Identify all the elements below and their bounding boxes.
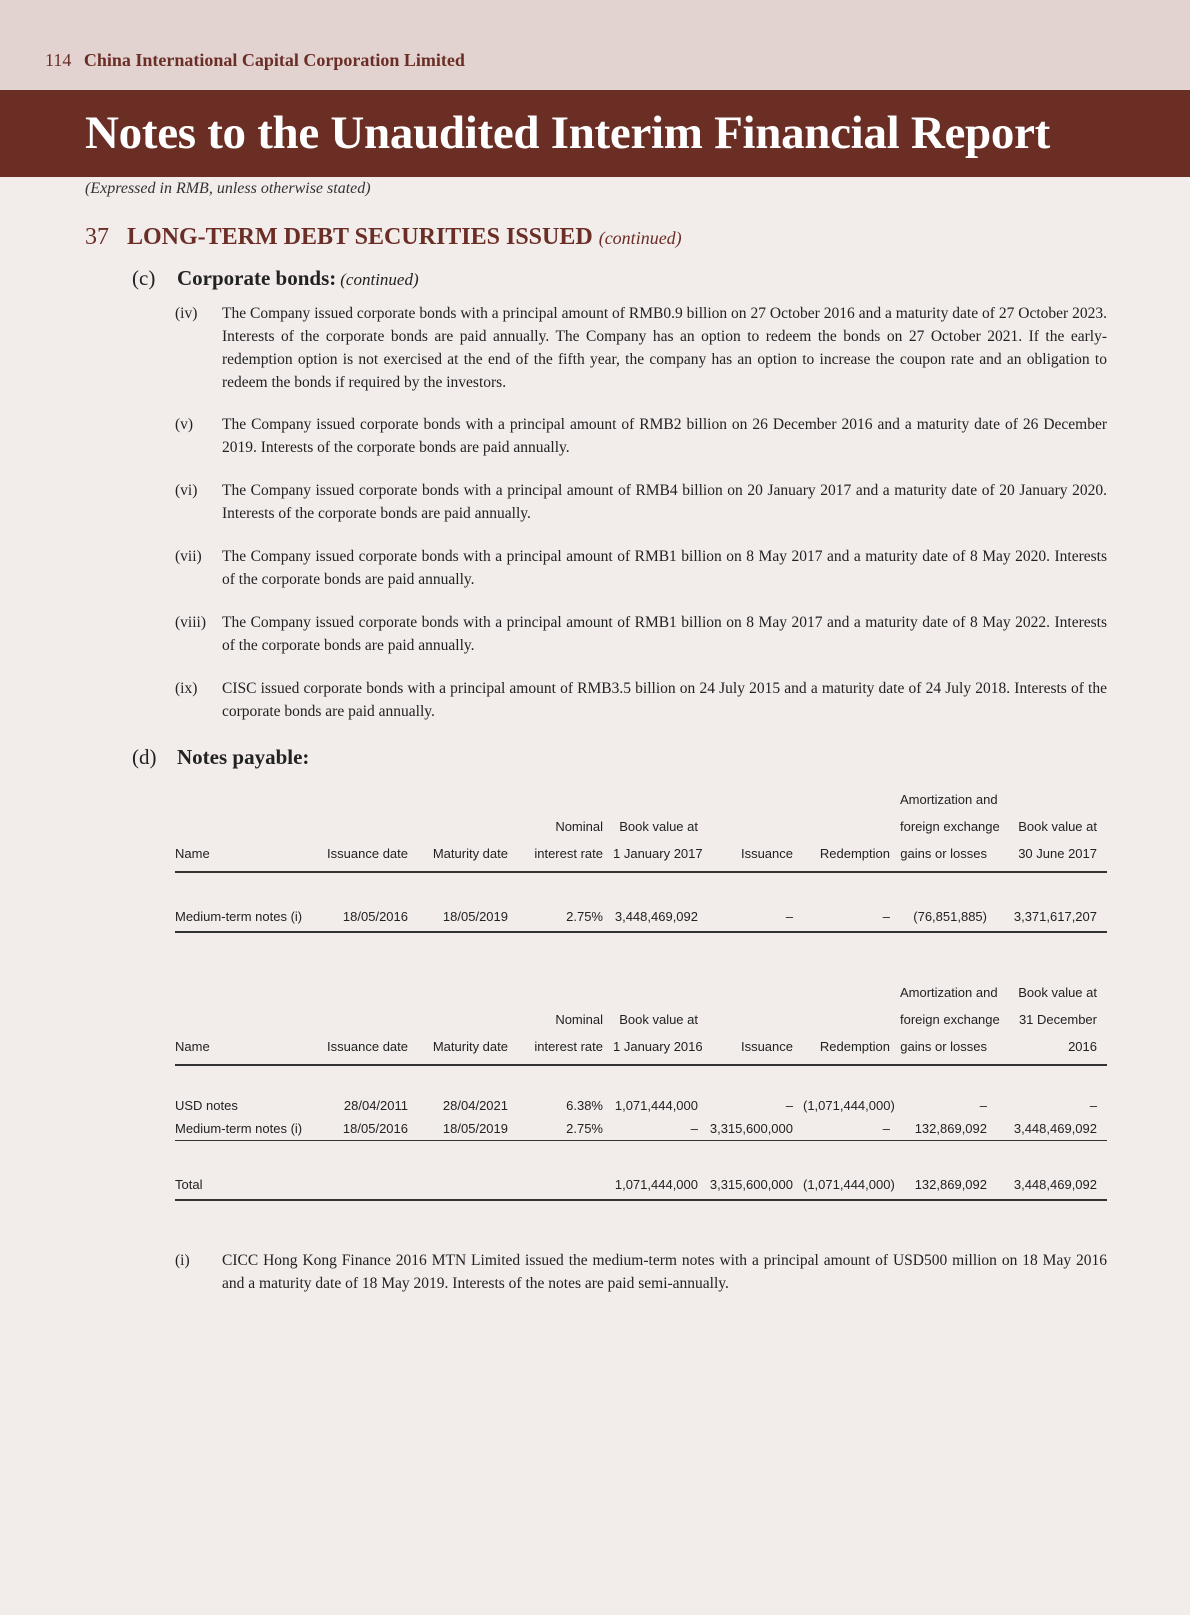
cell-redemption: (1,071,444,000): [803, 1098, 895, 1113]
cell-name: USD notes: [175, 1098, 238, 1113]
col-amortization: [900, 786, 1000, 872]
page-subtitle: (Expressed in RMB, unless otherwise stated): [85, 180, 371, 197]
bond-item: [175, 302, 1107, 394]
col-book-value-open-line1: Book value at: [619, 1012, 698, 1027]
table-header-row: [175, 786, 1107, 872]
title-band: [0, 90, 1190, 177]
bond-item: [175, 545, 1107, 591]
total-row: [175, 1169, 1107, 1200]
bond-item: [175, 611, 1107, 657]
notes-payable-table-2017: [175, 786, 1107, 933]
cell-amortization: –: [979, 1098, 987, 1113]
col-amortization-line1: Amortization and: [900, 792, 998, 807]
cell-redemption: –: [803, 901, 900, 932]
cell-rate: 2.75%: [518, 901, 613, 932]
col-maturity-date: Maturity date: [432, 1039, 508, 1054]
footnote-number: (i): [175, 1252, 190, 1269]
page-title: Notes to the Unaudited Interim Financial Report: [85, 107, 1051, 159]
bond-item-text: CISC issued corporate bonds with a principal amount of RMB3.5 billion on 24 July 2015 and a maturity date of 24 July 2018. Interests of the corporate bonds are paid annually.: [222, 680, 1107, 720]
col-book-value-close: [997, 979, 1107, 1065]
cell-issuance: –: [708, 901, 803, 932]
footnote-text: CICC Hong Kong Finance 2016 MTN Limited issued the medium-term notes with a principal amount of USD500 million on 18 May 2016 and a maturity date of 18 May 2019. Interests of the notes are paid semi-annually.: [222, 1252, 1107, 1292]
cell-issuance-date: 18/05/2016: [325, 901, 418, 932]
footnote: [175, 1249, 1107, 1295]
bond-item-text: The Company issued corporate bonds with a principal amount of RMB0.9 billion on 27 October 2016 and a maturity date of 27 October 2023. Interests of the corporate bonds are paid annually. The Company has an option to redeem the bonds on 27 October 2021. If the early-redemption option is not exercised at the end of the fifth year, the company has an option to increase the coupon rate and an obligation to redeem the bonds if required by the investors.: [222, 305, 1107, 391]
col-amortization-line3: gains or losses: [900, 846, 987, 861]
col-book-value-close-line2: 31 December: [1018, 1012, 1097, 1027]
table-row: [175, 1117, 1107, 1141]
col-interest-rate: [518, 786, 613, 872]
cell-issuance-date: 28/04/2011: [343, 1098, 408, 1113]
col-interest-rate: [518, 979, 613, 1065]
cell-issuance: 3,315,600,000: [708, 1117, 803, 1141]
bond-item-text: The Company issued corporate bonds with a principal amount of RMB1 billion on 8 May 2017 and a maturity date of 8 May 2022. Interests of the corporate bonds are paid annually.: [222, 614, 1107, 654]
cell-maturity-date: 18/05/2019: [418, 901, 518, 932]
bond-item-number: (vi): [175, 482, 198, 499]
col-amortization-line3: gains or losses: [900, 1039, 987, 1054]
cell-issuance: –: [785, 1098, 793, 1113]
cell-amortization: 132,869,092: [900, 1117, 997, 1141]
cell-book-value-close: –: [1089, 1098, 1097, 1113]
subsection-d-title: Notes payable:: [177, 745, 310, 769]
bond-item-text: The Company issued corporate bonds with a principal amount of RMB2 billion on 26 December 2016 and a maturity date of 26 December 2019. Interests of the corporate bonds are paid annually.: [222, 416, 1107, 456]
cell-total-redemption: (1,071,444,000): [803, 1169, 900, 1200]
col-book-value-open: [613, 979, 708, 1065]
col-amortization-line1: Amortization and: [900, 985, 998, 1000]
col-amortization: [900, 979, 1000, 1065]
subsection-c-label: (c): [132, 266, 156, 290]
col-book-value-open-line2: 1 January 2017: [613, 846, 703, 861]
col-name: Name: [175, 1039, 210, 1054]
bond-item-number: (ix): [175, 680, 198, 697]
col-interest-rate-line2: interest rate: [534, 1039, 603, 1054]
col-name: Name: [175, 846, 210, 861]
bond-item-number: (viii): [175, 614, 206, 631]
cell-maturity-date: 28/04/2021: [442, 1098, 508, 1113]
col-book-value-close-line2: 30 June 2017: [1018, 846, 1097, 861]
col-amortization-line2: foreign exchange: [900, 1012, 1000, 1027]
bond-item-number: (iv): [175, 305, 198, 322]
notes-payable-table-2016: [175, 979, 1107, 1201]
table-row: [175, 901, 1107, 932]
col-amortization-line2: foreign exchange: [900, 819, 1000, 834]
col-redemption: Redemption: [819, 846, 890, 861]
bond-item-text: The Company issued corporate bonds with a principal amount of RMB1 billion on 8 May 2017 and a maturity date of 8 May 2020. Interests of the corporate bonds are paid annually.: [222, 548, 1107, 588]
col-book-value-open-line1: Book value at: [619, 819, 698, 834]
col-book-value-close-line1: Book value at: [1018, 985, 1097, 1000]
cell-redemption: –: [803, 1117, 900, 1141]
bond-item: [175, 677, 1107, 723]
section-heading: [85, 224, 682, 251]
subsection-c-title: Corporate bonds:: [177, 266, 337, 290]
col-issuance: Issuance: [740, 846, 793, 861]
section-title: LONG-TERM DEBT SECURITIES ISSUED: [127, 224, 593, 250]
col-issuance: Issuance: [740, 1039, 793, 1054]
col-book-value-close: [997, 786, 1107, 872]
cell-total-issuance: 3,315,600,000: [708, 1169, 803, 1200]
cell-rate: 6.38%: [566, 1098, 603, 1113]
section-continued: (continued): [598, 228, 682, 248]
cell-book-value-open: 1,071,444,000: [614, 1098, 698, 1113]
cell-book-value-close: 3,448,469,092: [997, 1117, 1107, 1141]
cell-total-book-value-close: 3,448,469,092: [997, 1169, 1107, 1200]
page-number: 114: [45, 50, 72, 70]
bond-item-text: The Company issued corporate bonds with a principal amount of RMB4 billion on 20 January 2017 and a maturity date of 20 January 2020. Interests of the corporate bonds are paid annually.: [222, 482, 1107, 522]
cell-total-book-value-open: 1,071,444,000: [613, 1169, 708, 1200]
section-number: 37: [85, 224, 109, 250]
cell-rate: 2.75%: [518, 1117, 613, 1141]
cell-name: Medium-term notes (i): [175, 901, 325, 932]
cell-name: Medium-term notes (i): [175, 1117, 325, 1141]
col-interest-rate-line1: Nominal: [555, 1012, 603, 1027]
table-header-row: [175, 979, 1107, 1065]
cell-book-value-open: –: [613, 1117, 708, 1141]
col-issuance-date: Issuance date: [327, 846, 408, 861]
bond-item: [175, 413, 1107, 459]
col-book-value-close-line1: Book value at: [1018, 819, 1097, 834]
subsection-c-continued: (continued): [340, 270, 419, 289]
cell-total-amortization: 132,869,092: [900, 1169, 997, 1200]
subsection-d-heading: [132, 745, 309, 770]
cell-issuance-date: 18/05/2016: [325, 1117, 418, 1141]
cell-maturity-date: 18/05/2019: [418, 1117, 518, 1141]
company-name: China International Capital Corporation Limited: [83, 50, 465, 70]
header-band: [0, 0, 1190, 90]
col-maturity-date: Maturity date: [432, 846, 508, 861]
bond-item-number: (v): [175, 416, 194, 433]
col-book-value-open-line2: 1 January 2016: [613, 1039, 703, 1054]
cell-amortization: (76,851,885): [900, 901, 997, 932]
cell-book-value-close: 3,371,617,207: [997, 901, 1107, 932]
subsection-d-label: (d): [132, 745, 157, 769]
col-redemption: Redemption: [819, 1039, 890, 1054]
cell-total-label: Total: [175, 1169, 325, 1200]
col-interest-rate-line2: interest rate: [534, 846, 603, 861]
cell-book-value-open: 3,448,469,092: [613, 901, 708, 932]
col-book-value-close-line3: 2016: [1068, 1039, 1097, 1054]
col-book-value-open: [613, 786, 708, 872]
table-row: [175, 1094, 1107, 1117]
bond-item: [175, 479, 1107, 525]
col-issuance-date: Issuance date: [327, 1039, 408, 1054]
bond-item-number: (vii): [175, 548, 202, 565]
running-head: [45, 50, 465, 71]
col-interest-rate-line1: Nominal: [555, 819, 603, 834]
subsection-c-heading: [132, 266, 419, 291]
